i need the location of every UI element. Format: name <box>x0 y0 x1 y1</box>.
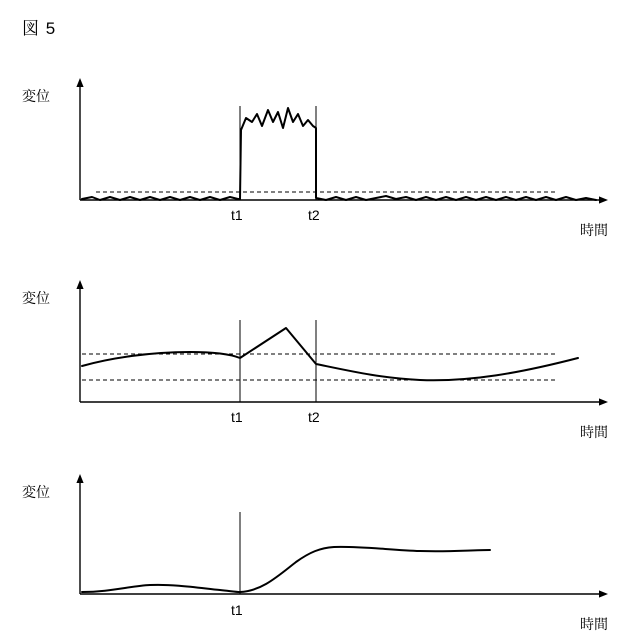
y-axis-arrowhead-2 <box>76 280 83 289</box>
x-axis-label-3: 時間 <box>580 616 608 632</box>
plot-area-2 <box>0 272 640 452</box>
tick-label-t1-panel-1: t1 <box>231 207 243 223</box>
tick-label-t2-panel-1: t2 <box>308 207 320 223</box>
chart-panel-1 <box>0 70 640 250</box>
signal-curve-3 <box>82 547 490 592</box>
tick-label-t1-panel-3: t1 <box>231 602 243 618</box>
x-axis-label-2: 時間 <box>580 424 608 440</box>
x-axis-arrowhead-2 <box>599 398 608 405</box>
chart-panel-3 <box>0 466 640 640</box>
y-axis-arrowhead-1 <box>76 78 83 87</box>
chart-panel-2 <box>0 272 640 452</box>
x-axis-arrowhead-1 <box>599 196 608 203</box>
y-axis-label-3: 変位 <box>22 484 50 500</box>
signal-curve-1 <box>82 108 596 200</box>
y-axis-label-1: 変位 <box>22 88 50 104</box>
tick-label-t1-panel-2: t1 <box>231 409 243 425</box>
plot-area-3 <box>0 466 640 640</box>
x-axis-label-1: 時間 <box>580 222 608 238</box>
y-axis-arrowhead-3 <box>76 474 83 483</box>
y-axis-label-2: 変位 <box>22 290 50 306</box>
x-axis-arrowhead-3 <box>599 590 608 597</box>
tick-label-t2-panel-2: t2 <box>308 409 320 425</box>
plot-area-1 <box>0 70 640 250</box>
figure-label: 図 5 <box>22 19 57 38</box>
